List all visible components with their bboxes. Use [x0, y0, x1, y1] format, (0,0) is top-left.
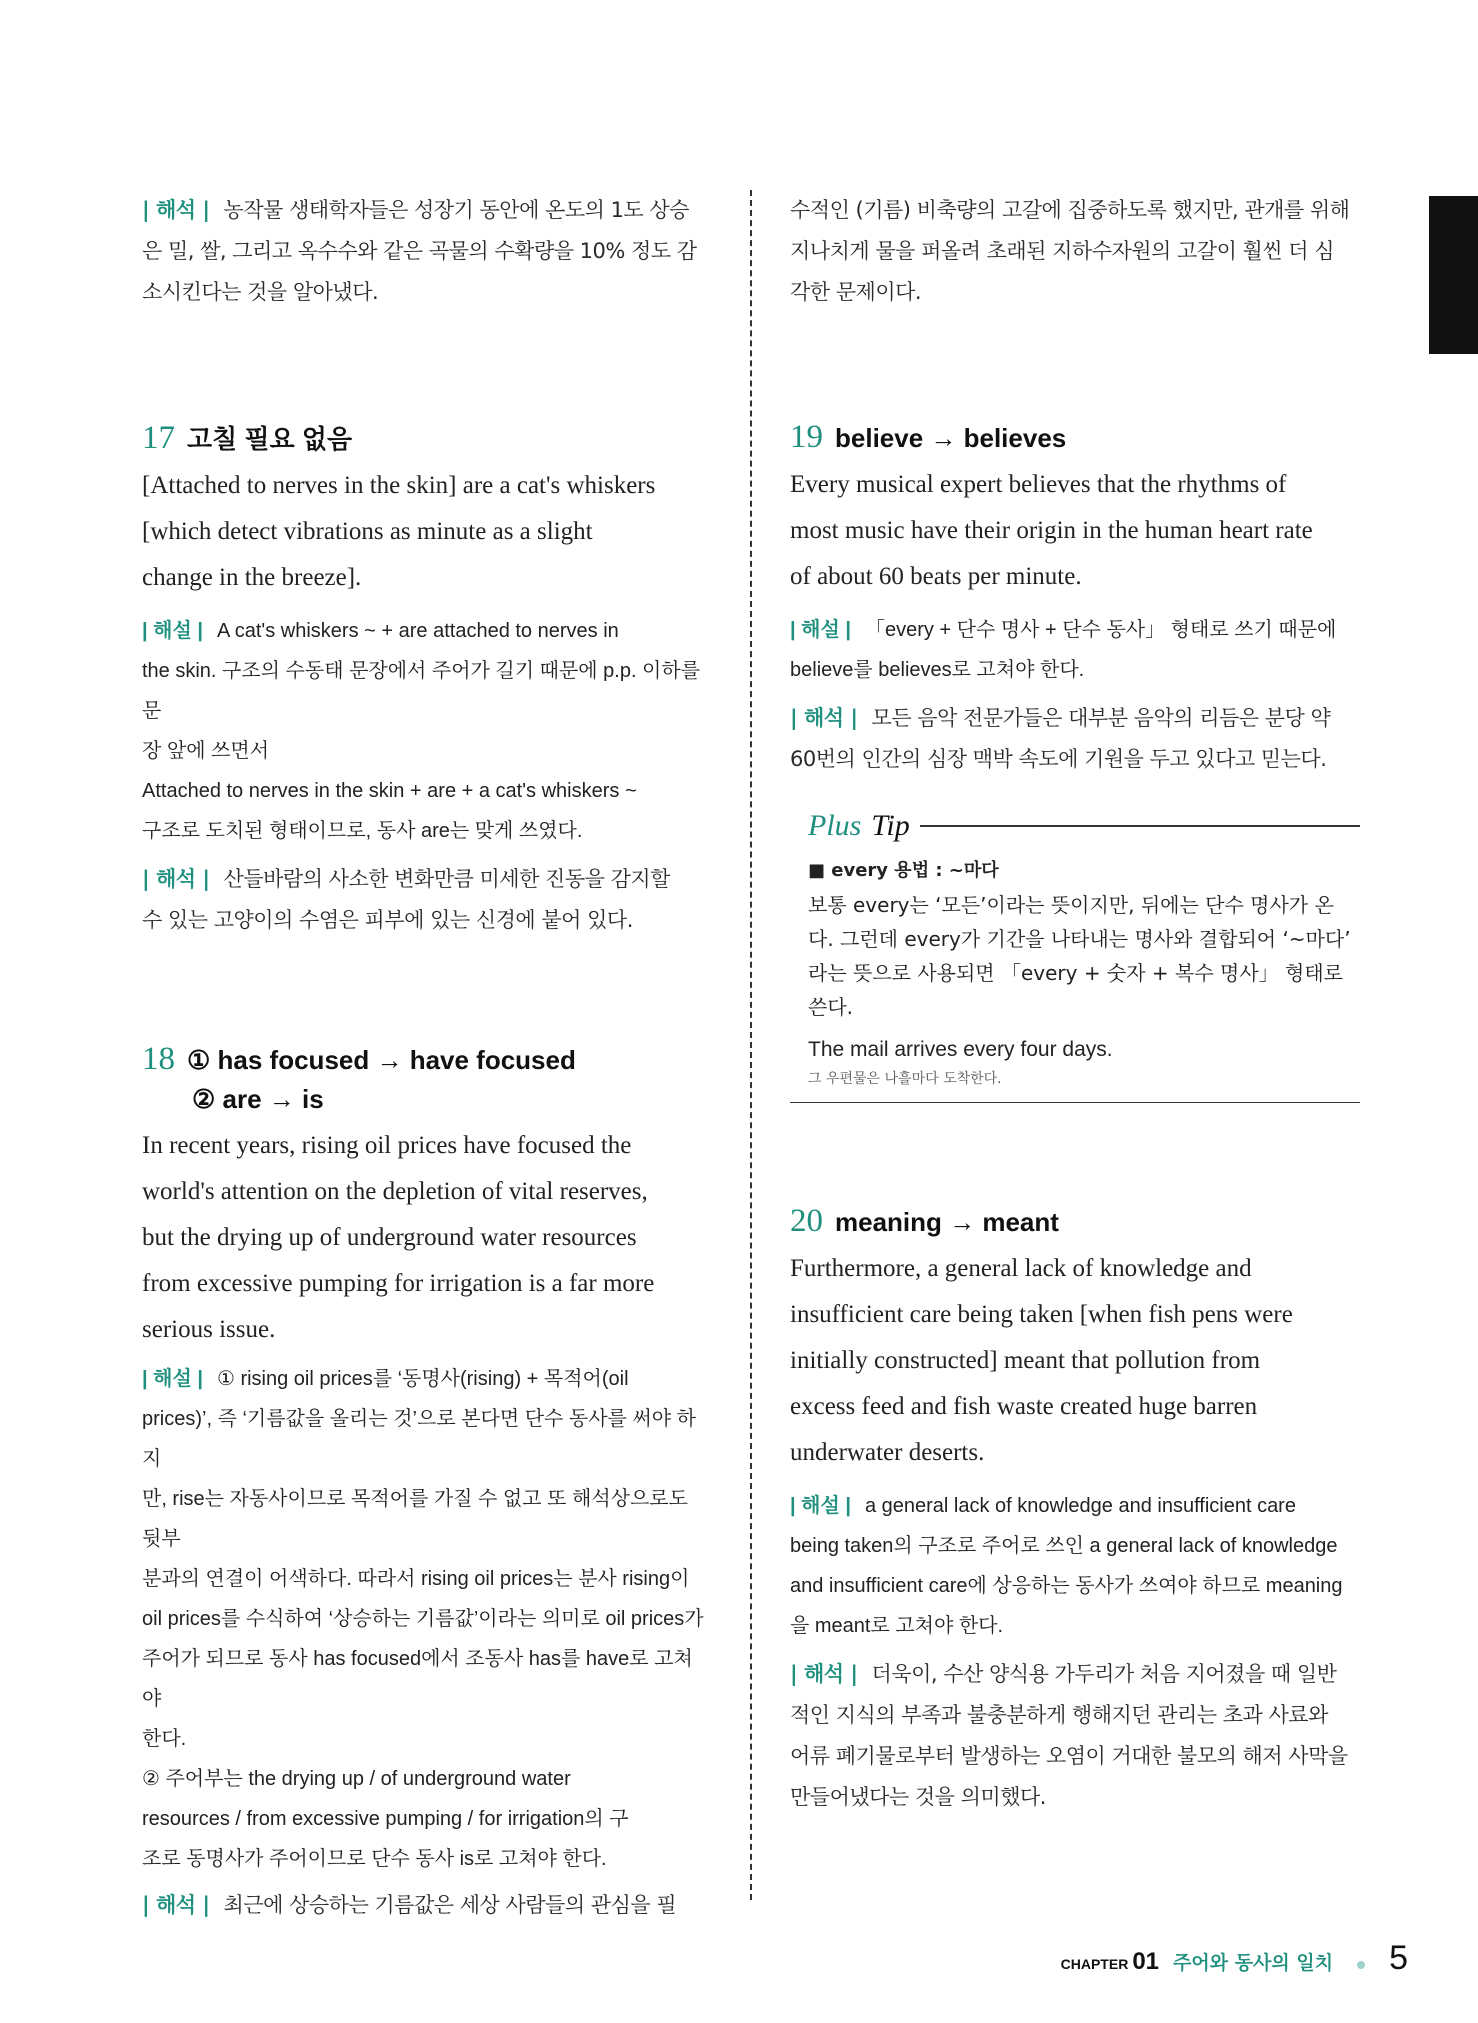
question-20-explanation: | 해설 | a general lack of knowledge and insufficient care being taken의 구조로 주어로 쓰인 a general lack of knowledge and insufficient care에 상응하는 동사가 쓰여야 하므로 meaning 을 meant로 고쳐야 한다.: [790, 1495, 1343, 1637]
question-18-heading: 18 ① has focused → have focused ② are → is: [142, 1041, 576, 1114]
page-footer: [1061, 1939, 1408, 1978]
question-19-heading: 19 believe → believes: [790, 419, 1067, 455]
chapter-number: 01: [1132, 1948, 1160, 1975]
top-translation-continued: 수적인 (기름) 비축량의 고갈에 집중하도록 했지만, 관개를 위해 지나치게 물을 퍼올려 초래된 지하수자원의 고갈이 훨씬 더 심 각한 문제이다.: [790, 198, 1350, 304]
chapter-label: CHAPTER: [1060, 1956, 1129, 1972]
tip-example-translation: 그 우편물은 나흘마다 도착한다.: [808, 1071, 1002, 1087]
left-column: [142, 190, 712, 1926]
question-20-sentence: Furthermore, a general lack of knowledge and insufficient care being taken [when fish pens were initially constructed] meant that pollution from excess feed and fish waste created huge barren underwater deserts.: [790, 1255, 1293, 1466]
footer-dot: [1357, 1961, 1365, 1969]
question-17-explanation: | 해설 | A cat's whiskers ~ + are attached to nerves in the skin. 구조의 수동태 문장에서 주어가 길기 때문에 p.p. 이하를 문 장 앞에 쓰면서 Attached to nerves in the skin + are + a cat's whiskers ~ 구조로 도치된 형태이므로, 동사 are는 맞게 쓰였다.: [142, 620, 701, 842]
question-19: [790, 419, 1360, 1103]
question-18-translation: | 해석 | 최근에 상승하는 기름값은 세상 사람들의 관심을 필: [142, 1893, 677, 1917]
plus-tip-title: Plus: [808, 809, 862, 842]
question-18-explanation: | 해설 | ① rising oil prices를 ‘동명사(rising) + 목적어(oil prices)’, 즉 ‘기름값을 올리는 것’으로 본다면 단수 동사를 써야 하지 만, rise는 자동사이므로 목적어를 가질 수 없고 또 해석상으로도 뒷부 분과의 연결이 어색하다. 따라서 rising oil prices는 분사 rising이 oil prices를 수식하여 ‘상승하는 기름값’이라는 의미로 oil prices가 주어가 되므로 동사 has focused에서 조동사 has를 have로 고쳐야 한다. ② 주어부는 the drying up / of underground water resources / from excessive pumping / for irrigation의 구 조로 동명사가 주어이므로 단수 동사 is로 고쳐야 한다.: [142, 1368, 704, 1870]
tip-subtitle: ■ every 용법 : ~마다: [808, 860, 999, 881]
question-18: [142, 1041, 712, 1926]
question-19-explanation: | 해설 | 「every + 단수 명사 + 단수 동사」 형태로 쓰기 때문에 believe를 believes로 고쳐야 한다.: [790, 619, 1337, 681]
chapter-title: 주어와 동사의 일치: [1173, 1952, 1334, 1974]
question-17-heading: 17 고칠 필요 없음: [142, 420, 353, 456]
question-19-sentence: Every musical expert believes that the rhythms of most music have their origin in the human heart rate of about 60 beats per minute.: [790, 471, 1313, 590]
chapter-tab: [1429, 196, 1478, 354]
haesuk-label: | 해석 |: [142, 198, 210, 222]
question-17: [142, 419, 712, 941]
question-18-sentence: In recent years, rising oil prices have focused the world's attention on the depletion of vital reserves, but the drying up of underground water resources from excessive pumping for irrigation is a far more serious issue.: [142, 1132, 655, 1343]
tip-example: The mail arrives every four days.: [808, 1038, 1113, 1061]
top-translation: | 해석 | 농작물 생태학자들은 성장기 동안에 온도의 1도 상승 은 밀, 쌀, 그리고 옥수수와 같은 곡물의 수확량을 10% 정도 감 소시킨다는 것을 알아냈다.: [142, 198, 697, 304]
column-divider: [750, 190, 752, 1900]
question-20-translation: | 해석 | 더욱이, 수산 양식용 가두리가 처음 지어졌을 때 일반 적인 지식의 부족과 불충분하게 행해지던 관리는 초과 사료와 어류 폐기물로부터 발생하는 오염이 거대한 불모의 해저 사막을 만들어냈다는 것을 의미했다.: [790, 1662, 1348, 1809]
question-20-heading: 20 meaning → meant: [790, 1203, 1059, 1239]
question-17-translation: | 해석 | 산들바람의 사소한 변화만큼 미세한 진동을 감지할 수 있는 고양이의 수염은 피부에 있는 신경에 붙어 있다.: [142, 867, 670, 932]
question-20: [790, 1203, 1360, 1818]
question-17-sentence: [Attached to nerves in the skin] are a cat's whiskers [which detect vibrations as minute as a slight change in the breeze].: [142, 472, 656, 591]
right-column: [790, 190, 1360, 1818]
plus-tip-box: Plus Tip ■ every 용법 : ~마다 보통 every는 ‘모든’이라는 뜻이지만, 뒤에는 단수 명사가 온 다. 그런데 every가 기간을 나타내는 명사와 결합되어 ‘~마다’ 라는 뜻으로 사용되면 「every + 숫자 + 복수 명사」 형태로 쓴다. The mail arrives every four days. 그 우편물은 나흘마다 도착한다.: [790, 806, 1360, 1103]
page-number: 5: [1389, 1939, 1408, 1977]
question-19-translation: | 해석 | 모든 음악 전문가들은 대부분 음악의 리듬은 분당 약 60번의 인간의 심장 맥박 속도에 기원을 두고 있다고 믿는다.: [790, 706, 1331, 771]
